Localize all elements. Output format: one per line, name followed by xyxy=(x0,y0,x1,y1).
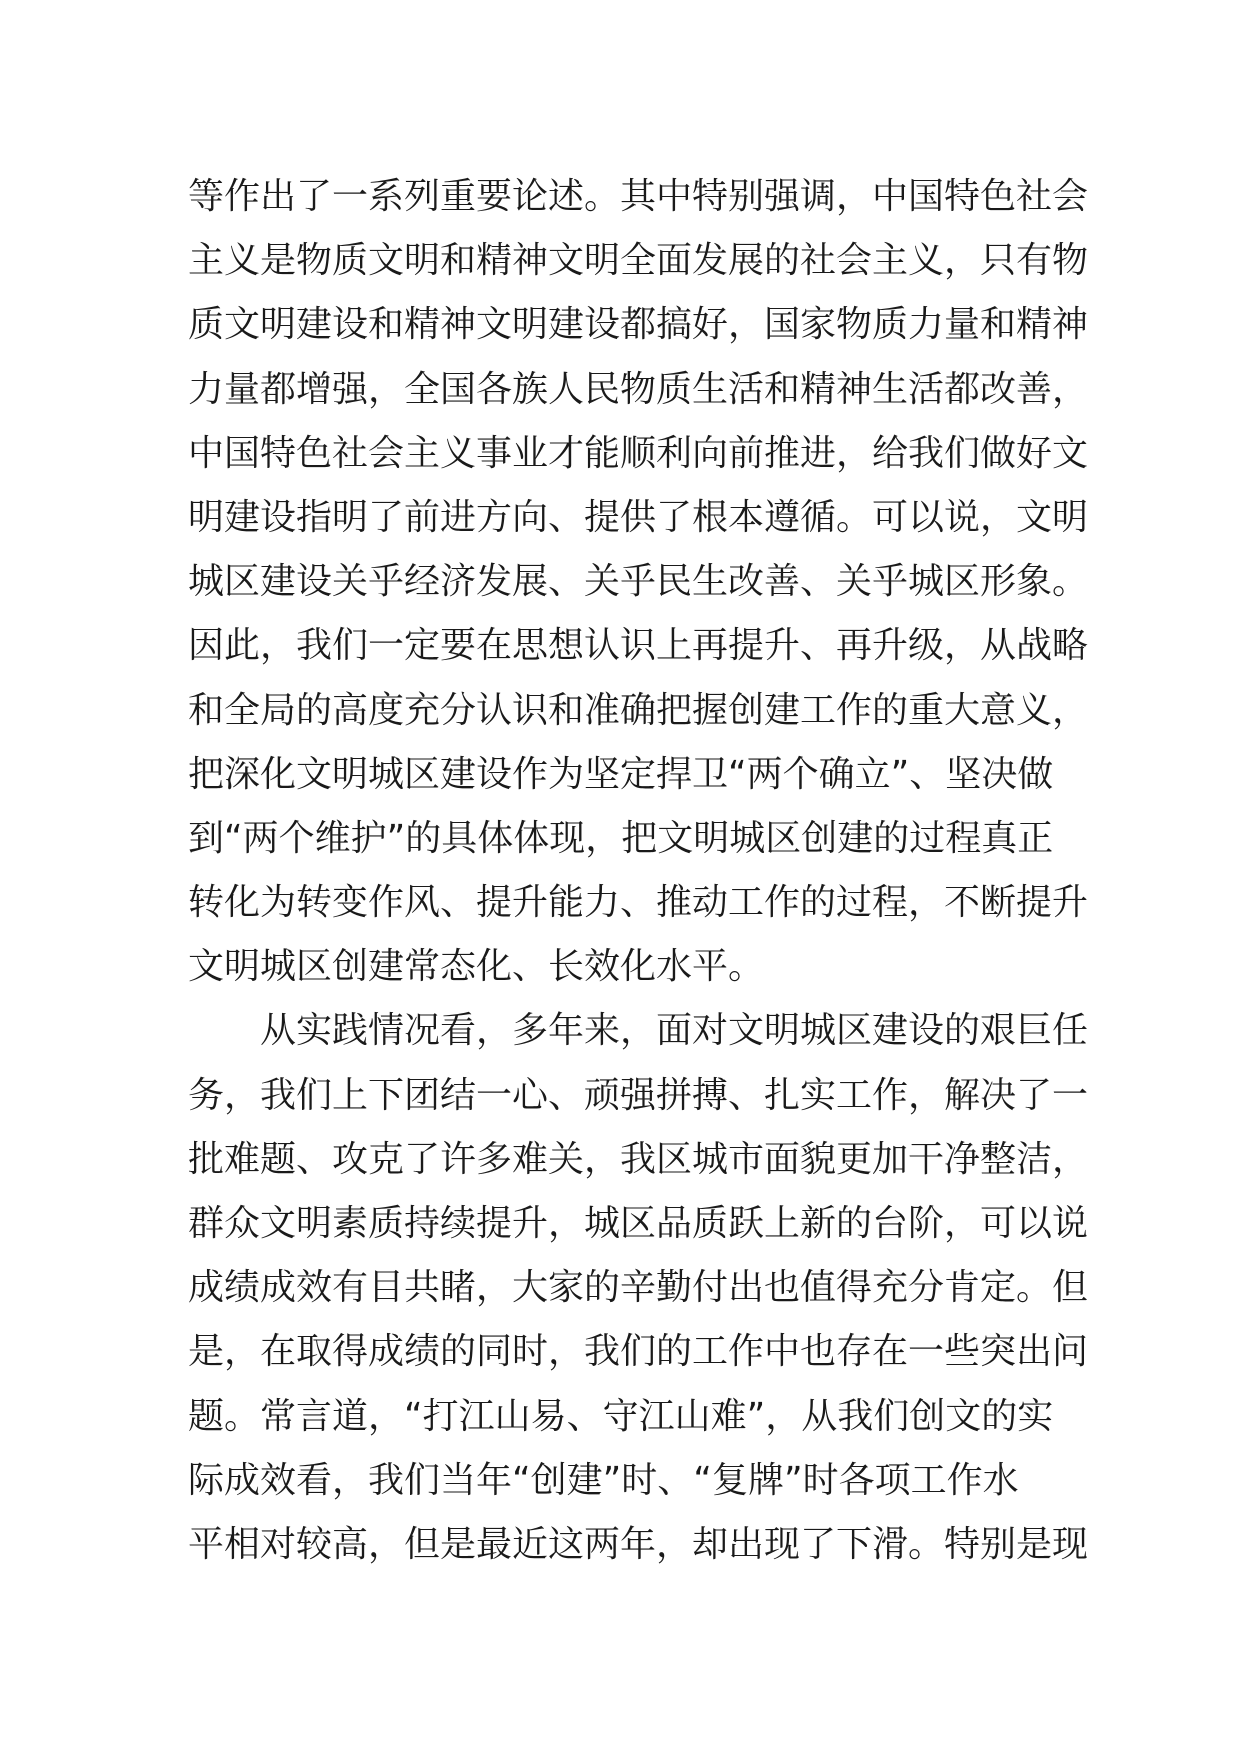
text-line: 力量都增强，全国各族人民物质生活和精神生活都改善， xyxy=(188,368,1089,410)
text-line: 城区建设关乎经济发展、关乎民生改善、关乎城区形象。 xyxy=(188,561,1089,603)
text-line: 主义是物质文明和精神文明全面发展的社会主义，只有物 xyxy=(188,240,1089,282)
text-line: 明建设指明了前进方向、提供了根本遵循。可以说，文明 xyxy=(188,496,1089,538)
text-line: 质文明建设和精神文明建设都搞好，国家物质力量和精神 xyxy=(188,304,1089,346)
text-line: 等作出了一系列重要论述。其中特别强调，中国特色社会 xyxy=(188,176,1089,217)
text-line: 是，在取得成绩的同时，我们的工作中也存在一些突出问 xyxy=(188,1331,1089,1373)
text-line: 题。常言道，“打江山易、守江山难”，从我们创文的实 xyxy=(188,1395,1054,1437)
text-line: 务，我们上下团结一心、顽强拼搏、扎实工作，解决了一 xyxy=(188,1074,1089,1116)
text-line: 群众文明素质持续提升，城区品质跃上新的台阶，可以说 xyxy=(188,1203,1089,1244)
text-line: 从实践情况看，多年来，面对文明城区建设的艰巨任 xyxy=(188,1010,1089,1052)
text-line: 际成效看，我们当年“创建”时、“复牌”时各项工作水 xyxy=(188,1459,1019,1501)
text-line: 中国特色社会主义事业才能顺利向前推进，给我们做好文 xyxy=(188,432,1089,474)
text-line: 把深化文明城区建设作为坚定捍卫“两个确立”、坚决做 xyxy=(188,753,1054,795)
text-line: 因此，我们一定要在思想认识上再提升、再升级，从战略 xyxy=(188,625,1089,667)
text-line: 平相对较高，但是最近这两年，却出现了下滑。特别是现 xyxy=(188,1523,1089,1565)
text-line: 批难题、攻克了许多难关，我区城市面貌更加干净整洁， xyxy=(188,1138,1089,1180)
text-line: 成绩成效有目共睹，大家的辛勤付出也值得充分肯定。但 xyxy=(188,1267,1089,1309)
text-line: 转化为转变作风、提升能力、推动工作的过程，不断提升 xyxy=(188,882,1089,924)
text-line: 到“两个维护”的具体体现，把文明城区创建的过程真正 xyxy=(188,817,1054,859)
body-text xyxy=(188,165,1089,1577)
text-line: 文明城区创建常态化、长效化水平。 xyxy=(188,946,765,988)
text-line: 和全局的高度充分认识和准确把握创建工作的重大意义， xyxy=(188,689,1089,731)
